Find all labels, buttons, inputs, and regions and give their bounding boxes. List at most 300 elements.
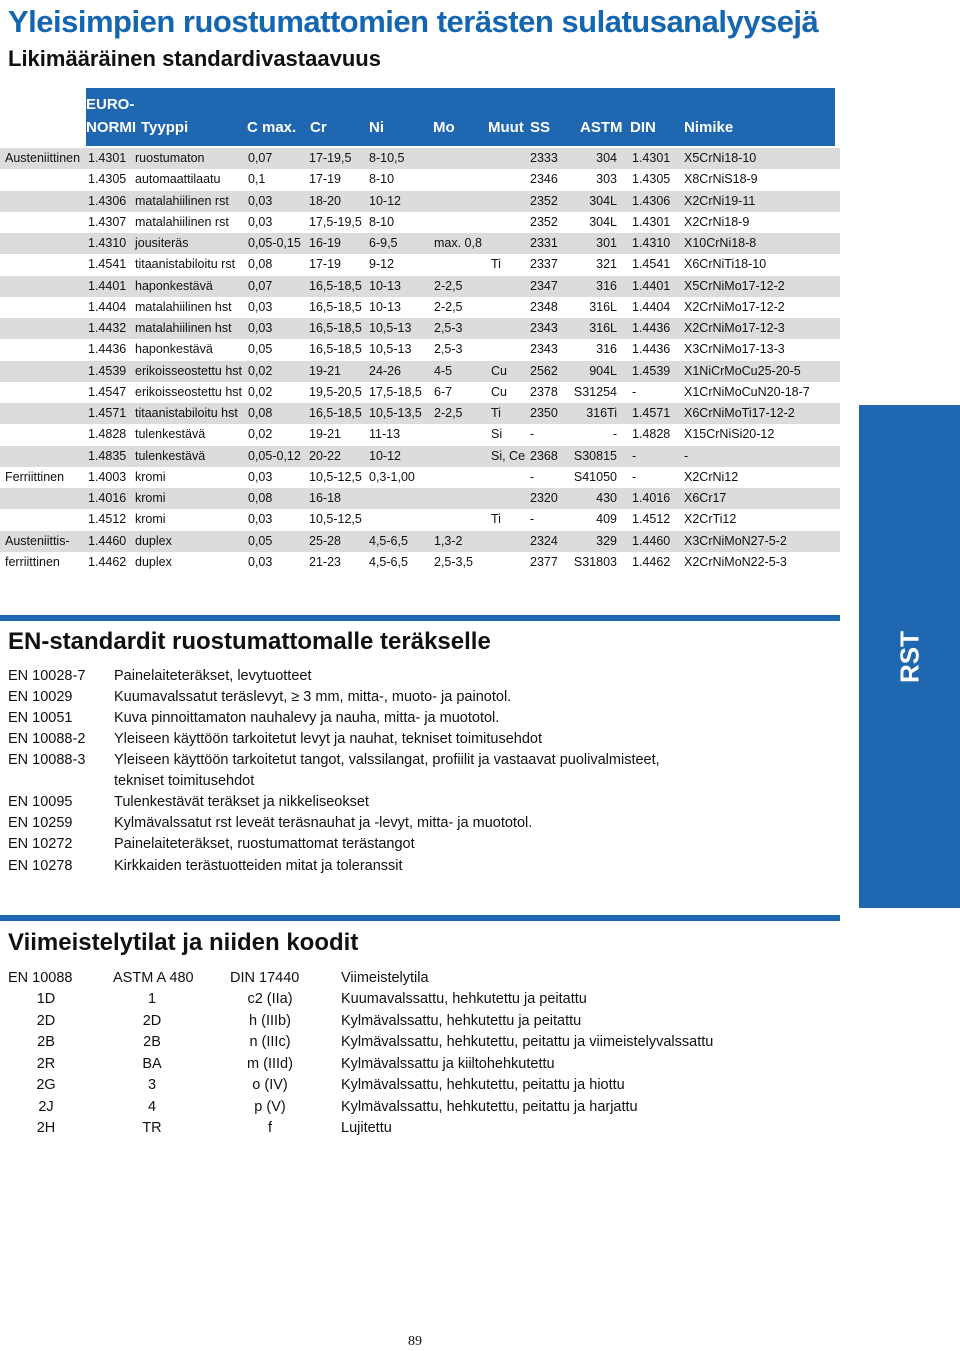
header-ss: SS: [530, 119, 551, 136]
standard-description: Kylmävalssatut rst leveät teräsnauhat ja -levyt, mitta- ja muototol.: [114, 815, 533, 831]
din-17440-cell: m (IIId): [247, 1055, 293, 1072]
c-max-cell: 0,05-0,15: [248, 236, 301, 250]
table-row: [0, 191, 840, 212]
finish-row: [0, 1119, 800, 1140]
astm-a480-cell: 2B: [143, 1034, 161, 1050]
cr-cell: 19-21: [309, 363, 341, 378]
din-cell: 1.4301: [632, 214, 671, 229]
table-row: [0, 318, 840, 339]
cr-cell: 17,5-19,5: [309, 214, 362, 229]
tyyppi-cell: haponkestävä: [135, 278, 213, 293]
din-17440-cell: p (V): [254, 1098, 286, 1115]
finish-description-cell: Kylmävalssattu ja kiiltohehkutettu: [341, 1055, 555, 1072]
tyyppi-cell: erikoisseostettu hst: [135, 384, 242, 399]
nimike-cell: X3CrNiMoN27-5-2: [684, 533, 787, 548]
table-row: [0, 382, 840, 403]
euronormi-cell: 1.4541: [88, 257, 127, 272]
c-max-cell: 0,07: [248, 151, 273, 165]
cr-cell: 19-21: [309, 427, 341, 442]
ni-cell: 10,5-13: [369, 342, 412, 357]
nimike-cell: X15CrNiSi20-12: [684, 427, 775, 442]
c-max-cell: 0,07: [248, 278, 273, 293]
euronormi-cell: 1.4016: [88, 491, 127, 505]
standard-code: EN 10278: [8, 858, 73, 874]
ni-cell: 10,5-13: [369, 321, 412, 335]
din-17440-cell: o (IV): [252, 1077, 288, 1093]
cr-cell: 17-19: [309, 257, 341, 272]
astm-cell: 409: [596, 512, 617, 527]
table-row: [0, 276, 840, 297]
ss-cell: 2352: [530, 193, 558, 208]
euronormi-cell: 1.4401: [88, 278, 127, 293]
astm-cell: 329: [596, 533, 617, 548]
tyyppi-cell: duplex: [135, 554, 172, 569]
finish-header-din-17440-cell: DIN 17440: [230, 970, 300, 986]
finish-description-cell: Lujitettu: [341, 1120, 392, 1136]
tyyppi-cell: haponkestävä: [135, 342, 213, 357]
table-row: [0, 212, 840, 233]
din-cell: 1.4541: [632, 257, 671, 272]
standard-description: Kirkkaiden terästuotteiden mitat ja toleranssit: [114, 858, 403, 874]
table-row: [0, 552, 840, 573]
cr-cell: 16-18: [309, 491, 341, 505]
ss-cell: 2343: [530, 342, 558, 357]
tyyppi-cell: tulenkestävä: [135, 448, 206, 463]
c-max-cell: 0,03: [248, 214, 273, 229]
table-header: [86, 88, 835, 146]
nimike-cell: X1NiCrMoCu25-20-5: [684, 363, 801, 378]
table-row: [0, 531, 840, 552]
tyyppi-cell: matalahiilinen rst: [135, 193, 229, 208]
astm-cell: 304: [596, 151, 617, 165]
en-standards-heading: EN-standardit ruostumattomalle teräkselle: [8, 628, 491, 655]
cr-cell: 17-19: [309, 172, 341, 187]
nimike-cell: X2CrTi12: [684, 512, 737, 527]
astm-cell: S41050: [573, 469, 617, 484]
cr-cell: 16,5-18,5: [309, 342, 362, 357]
nimike-cell: X2CrNiMo17-12-3: [684, 321, 785, 335]
ss-cell: 2562: [530, 363, 558, 378]
header-nimike: Nimike: [684, 119, 734, 136]
nimike-cell: X8CrNiS18-9: [684, 172, 758, 187]
c-max-cell: 0,08: [248, 406, 273, 420]
table-row: [0, 339, 840, 360]
astm-cell: 316Ti: [586, 406, 617, 420]
c-max-cell: 0,02: [248, 427, 273, 442]
finish-row: [0, 1055, 800, 1076]
astm-cell: 430: [596, 491, 617, 505]
ss-cell: 2337: [530, 257, 558, 272]
muut-cell: Cu: [491, 363, 507, 378]
ss-cell: 2350: [530, 406, 558, 420]
astm-cell: 321: [596, 257, 617, 272]
astm-cell: 904L: [589, 363, 617, 378]
header-astm: ASTM: [580, 119, 623, 136]
ss-cell: 2347: [530, 278, 558, 293]
en-10088-cell: 2R: [36, 1055, 56, 1072]
astm-cell: 316L: [589, 321, 617, 335]
ss-cell: 2320: [530, 491, 558, 505]
astm-a480-cell: 2D: [142, 1012, 162, 1029]
page-number: 89: [408, 1334, 422, 1349]
din-17440-cell: h (IIIb): [249, 1012, 291, 1029]
standard-code: EN 10028-7: [8, 668, 86, 684]
euronormi-cell: 1.4307: [88, 214, 127, 229]
din-cell: 1.4462: [632, 554, 671, 569]
page-title: Yleisimpien ruostumattomien terästen sulatusanalyysejä: [8, 4, 819, 39]
cr-cell: 25-28: [309, 533, 341, 548]
ss-cell: -: [530, 469, 535, 484]
ss-cell: 2352: [530, 214, 558, 229]
astm-cell: S31803: [573, 554, 617, 569]
ss-cell: 2331: [530, 236, 558, 250]
finish-description-cell: Kuumavalssattu, hehkutettu ja peitattu: [341, 991, 587, 1007]
astm-a480-cell: 4: [147, 1098, 157, 1115]
header-muut: Muut: [488, 119, 524, 136]
table-row: [0, 297, 840, 318]
en-10088-cell: 2J: [38, 1098, 54, 1115]
ss-cell: 2377: [530, 554, 558, 569]
cr-cell: 16,5-18,5: [309, 406, 362, 420]
mo-cell: 2-2,5: [434, 278, 463, 293]
ni-cell: 8-10: [369, 214, 395, 229]
nimike-cell: X5CrNiMo17-12-2: [684, 278, 785, 293]
din-cell: 1.4306: [632, 193, 671, 208]
ni-cell: 0,3-1,00: [369, 469, 415, 484]
standard-code: EN 10088-3: [8, 752, 86, 768]
din-cell: 1.4305: [632, 172, 671, 187]
euronormi-cell: 1.4003: [88, 469, 127, 484]
tyyppi-cell: kromi: [135, 491, 166, 505]
finish-row: [0, 1098, 800, 1119]
en-10088-cell: 2H: [36, 1120, 56, 1136]
ni-cell: 10,5-13,5: [369, 406, 422, 420]
standard-description: Painelaiteteräkset, ruostumattomat terästangot: [114, 836, 415, 852]
astm-cell: 316L: [589, 299, 617, 314]
ni-cell: 10-13: [369, 278, 401, 293]
tyyppi-cell: matalahiilinen hst: [135, 299, 232, 314]
euronormi-cell: 1.4305: [88, 172, 127, 187]
tyyppi-cell: titaanistabiloitu hst: [135, 406, 238, 420]
tyyppi-cell: ruostumaton: [135, 151, 205, 165]
table-row: [0, 254, 840, 275]
ni-cell: 8-10,5: [369, 151, 405, 165]
c-max-cell: 0,03: [248, 512, 273, 527]
cr-cell: 21-23: [309, 554, 341, 569]
din-cell: 1.4460: [632, 533, 671, 548]
astm-a480-cell: 3: [147, 1077, 157, 1093]
din-cell: 1.4310: [632, 236, 671, 250]
section-tab-label: RST: [894, 630, 924, 683]
din-17440-cell: f: [267, 1120, 273, 1136]
header-cr: Cr: [310, 119, 327, 136]
muut-cell: Cu: [491, 384, 507, 399]
table-row: [0, 233, 840, 254]
mo-cell: 2-2,5: [434, 299, 463, 314]
c-max-cell: 0,1: [248, 172, 266, 187]
ss-cell: 2343: [530, 321, 558, 335]
table-row: [0, 169, 840, 190]
ss-cell: 2368: [530, 448, 558, 463]
astm-cell: -: [612, 427, 617, 442]
nimike-cell: X6CrNiTi18-10: [684, 257, 767, 272]
cr-cell: 10,5-12,5: [309, 512, 362, 527]
muut-cell: Si, Ce: [491, 448, 526, 463]
mo-cell: max. 0,8: [434, 236, 482, 250]
standard-code: EN 10051: [8, 710, 73, 726]
finish-description-cell: Kylmävalssattu, hehkutettu, peitattu ja harjattu: [341, 1098, 638, 1115]
muut-cell: Ti: [491, 406, 501, 420]
astm-cell: 303: [596, 172, 617, 187]
ni-cell: 11-13: [369, 427, 401, 442]
group-label: Ferriittinen: [5, 469, 65, 484]
section-rule: [0, 615, 840, 621]
section-tab: [859, 405, 960, 908]
ni-cell: 10-13: [369, 299, 401, 314]
standard-description-continued: tekniset toimitusehdot: [114, 773, 255, 789]
nimike-cell: X5CrNi18-10: [684, 151, 757, 165]
ss-cell: 2378: [530, 384, 558, 399]
din-cell: -: [632, 448, 637, 463]
finish-header-row: [0, 969, 800, 990]
tyyppi-cell: jousiteräs: [135, 236, 189, 250]
muut-cell: Si: [491, 427, 503, 442]
ni-cell: 10-12: [369, 448, 401, 463]
astm-a480-cell: 1: [147, 991, 157, 1007]
nimike-cell: X1CrNiMoCuN20-18-7: [684, 384, 810, 399]
nimike-cell: X6Cr17: [684, 491, 727, 505]
c-max-cell: 0,03: [248, 193, 273, 208]
euronormi-cell: 1.4436: [88, 342, 127, 357]
header-c-max: C max.: [247, 119, 297, 136]
finish-header-astm-a480-cell: ASTM A 480: [113, 970, 194, 986]
tyyppi-cell: duplex: [135, 533, 172, 548]
mo-cell: 4-5: [434, 363, 453, 378]
c-max-cell: 0,08: [248, 491, 273, 505]
mo-cell: 2-2,5: [434, 406, 463, 420]
tyyppi-cell: matalahiilinen rst: [135, 214, 229, 229]
mo-cell: 1,3-2: [434, 533, 463, 548]
euronormi-cell: 1.4828: [88, 427, 127, 442]
nimike-cell: -: [684, 448, 689, 463]
nimike-cell: X2CrNiMo17-12-2: [684, 299, 785, 314]
finish-description-cell: Kylmävalssattu, hehkutettu ja peitattu: [341, 1012, 582, 1029]
euronormi-cell: 1.4306: [88, 193, 127, 208]
ss-cell: -: [530, 512, 535, 527]
tyyppi-cell: erikoisseostettu hst: [135, 363, 242, 378]
nimike-cell: X2CrNiMoN22-5-3: [684, 554, 787, 569]
table-row: [0, 361, 840, 382]
finish-description-cell: Kylmävalssattu, hehkutettu, peitattu ja viimeistelyvalssattu: [341, 1034, 714, 1050]
standard-code: EN 10088-2: [8, 731, 86, 747]
astm-cell: 304L: [589, 193, 617, 208]
cr-cell: 16,5-18,5: [309, 278, 362, 293]
group-label: ferriittinen: [5, 554, 60, 569]
din-cell: 1.4404: [632, 299, 671, 314]
din-cell: 1.4436: [632, 321, 671, 335]
euronormi-cell: 1.4547: [88, 384, 127, 399]
mo-cell: 2,5-3,5: [434, 554, 473, 569]
mo-cell: 2,5-3: [434, 342, 463, 357]
finish-header-en-10088-cell: EN 10088: [8, 970, 73, 986]
standard-code: EN 10272: [8, 836, 73, 852]
c-max-cell: 0,03: [248, 469, 273, 484]
group-label: Austeniittinen: [5, 151, 81, 165]
ni-cell: 6-9,5: [369, 236, 398, 250]
astm-a480-cell: TR: [142, 1120, 162, 1136]
astm-cell: S30815: [573, 448, 617, 463]
table-row: [0, 467, 840, 488]
astm-cell: 316: [596, 342, 617, 357]
tyyppi-cell: kromi: [135, 512, 166, 527]
cr-cell: 10,5-12,5: [309, 469, 362, 484]
standard-description: Yleiseen käyttöön tarkoitetut levyt ja nauhat, tekniset toimitusehdot: [114, 731, 542, 747]
euronormi-cell: 1.4460: [88, 533, 127, 548]
nimike-cell: X2CrNi18-9: [684, 214, 750, 229]
c-max-cell: 0,03: [248, 554, 273, 569]
din-cell: 1.4539: [632, 363, 671, 378]
finish-row: [0, 990, 800, 1011]
din-17440-cell: c2 (IIa): [247, 991, 293, 1007]
din-cell: 1.4828: [632, 427, 671, 442]
standard-description: Kuumavalssatut teräslevyt, ≥ 3 mm, mitta-, muoto- ja painotol.: [114, 689, 512, 705]
muut-cell: Ti: [491, 257, 501, 272]
ni-cell: 17,5-18,5: [369, 384, 422, 399]
c-max-cell: 0,08: [248, 257, 273, 272]
euronormi-cell: 1.4301: [88, 151, 127, 165]
euronormi-cell: 1.4835: [88, 448, 127, 463]
euronormi-cell: 1.4404: [88, 299, 127, 314]
astm-cell: S31254: [573, 384, 617, 399]
nimike-cell: X2CrNi19-11: [684, 193, 756, 208]
nimike-cell: X2CrNi12: [684, 469, 739, 484]
header-din: DIN: [630, 119, 656, 136]
c-max-cell: 0,02: [248, 363, 273, 378]
header-ni: Ni: [369, 119, 384, 136]
euronormi-cell: 1.4310: [88, 236, 127, 250]
ss-cell: 2348: [530, 299, 558, 314]
astm-a480-cell: BA: [142, 1055, 162, 1072]
cr-cell: 16,5-18,5: [309, 321, 362, 335]
cr-cell: 18-20: [309, 193, 341, 208]
en-10088-cell: 2G: [36, 1077, 56, 1093]
c-max-cell: 0,03: [248, 299, 273, 314]
c-max-cell: 0,02: [248, 384, 273, 399]
din-17440-cell: n (IIIc): [249, 1034, 291, 1050]
finish-heading: Viimeistelytilat ja niiden koodit: [8, 929, 359, 956]
standard-description: Painelaiteteräkset, levytuotteet: [114, 668, 312, 684]
astm-cell: 316: [596, 278, 617, 293]
c-max-cell: 0,05: [248, 342, 273, 357]
ni-cell: 24-26: [369, 363, 401, 378]
finish-description-cell: Kylmävalssattu, hehkutettu, peitattu ja hiottu: [341, 1077, 625, 1093]
en-10088-cell: 2B: [37, 1034, 55, 1050]
euronormi-cell: 1.4512: [88, 512, 127, 527]
ni-cell: 10-12: [369, 193, 401, 208]
standard-description: Tulenkestävät teräkset ja nikkeliseokset: [114, 794, 369, 810]
header-tyyppi: Tyyppi: [141, 119, 189, 136]
euronormi-cell: 1.4432: [88, 321, 127, 335]
standard-description: Yleiseen käyttöön tarkoitetut tangot, valssilangat, profiilit ja vastaavat puolivalmisteet,: [114, 752, 660, 768]
euronormi-cell: 1.4462: [88, 554, 127, 569]
mo-cell: 2,5-3: [434, 321, 463, 335]
standard-code: EN 10259: [8, 815, 73, 831]
nimike-cell: X10CrNi18-8: [684, 236, 757, 250]
group-label: Austeniittis-: [5, 533, 70, 548]
ni-cell: 4,5-6,5: [369, 554, 408, 569]
standard-code: EN 10095: [8, 794, 73, 810]
cr-cell: 17-19,5: [309, 151, 352, 165]
table-row: [0, 446, 840, 467]
tyyppi-cell: automaattilaatu: [135, 172, 221, 187]
tyyppi-cell: matalahiilinen hst: [135, 321, 232, 335]
ss-cell: 2333: [530, 151, 558, 165]
cr-cell: 19,5-20,5: [309, 384, 362, 399]
ss-cell: 2324: [530, 533, 558, 548]
standard-code: EN 10029: [8, 689, 73, 705]
en-10088-cell: 1D: [36, 991, 56, 1007]
finish-row: [0, 1076, 800, 1097]
ni-cell: 4,5-6,5: [369, 533, 408, 548]
c-max-cell: 0,05-0,12: [248, 448, 301, 463]
din-cell: 1.4401: [632, 278, 671, 293]
ni-cell: 9-12: [369, 257, 395, 272]
tyyppi-cell: tulenkestävä: [135, 427, 206, 442]
table-row: [0, 148, 840, 169]
finish-row: [0, 1033, 800, 1054]
section-rule: [0, 915, 840, 921]
mo-cell: 6-7: [434, 384, 453, 399]
muut-cell: Ti: [491, 512, 501, 527]
astm-cell: 301: [596, 236, 617, 250]
ss-cell: 2346: [530, 172, 558, 187]
cr-cell: 16-19: [309, 236, 341, 250]
finish-header-finish-description-cell: Viimeistelytila: [341, 970, 429, 986]
c-max-cell: 0,05: [248, 533, 273, 548]
ss-cell: -: [530, 427, 535, 442]
header-euro-line2: NORMI: [86, 119, 136, 136]
tyyppi-cell: kromi: [135, 469, 166, 484]
table-row: [0, 424, 840, 445]
euronormi-cell: 1.4539: [88, 363, 127, 378]
table-row: [0, 403, 840, 424]
c-max-cell: 0,03: [248, 321, 273, 335]
finish-row: [0, 1012, 800, 1033]
header-mo: Mo: [433, 119, 455, 136]
en-10088-cell: 2D: [36, 1012, 56, 1029]
standard-description: Kuva pinnoittamaton nauhalevy ja nauha, mitta- ja muototol.: [114, 710, 500, 726]
table-row: [0, 488, 840, 509]
din-cell: 1.4512: [632, 512, 671, 527]
header-euro-line1: EURO-: [86, 96, 135, 113]
cr-cell: 20-22: [309, 448, 341, 463]
tyyppi-cell: titaanistabiloitu rst: [135, 257, 236, 272]
table-row: [0, 509, 840, 530]
astm-cell: 304L: [589, 214, 617, 229]
nimike-cell: X6CrNiMoTi17-12-2: [684, 406, 795, 420]
din-cell: 1.4301: [632, 151, 671, 165]
din-cell: 1.4436: [632, 342, 671, 357]
din-cell: 1.4571: [632, 406, 671, 420]
din-cell: -: [632, 384, 637, 399]
page-subtitle: Likimääräinen standardivastaavuus: [8, 46, 381, 71]
ni-cell: 8-10: [369, 172, 395, 187]
din-cell: -: [632, 469, 637, 484]
euronormi-cell: 1.4571: [88, 406, 127, 420]
cr-cell: 16,5-18,5: [309, 299, 362, 314]
din-cell: 1.4016: [632, 491, 671, 505]
nimike-cell: X3CrNiMo17-13-3: [684, 342, 785, 357]
